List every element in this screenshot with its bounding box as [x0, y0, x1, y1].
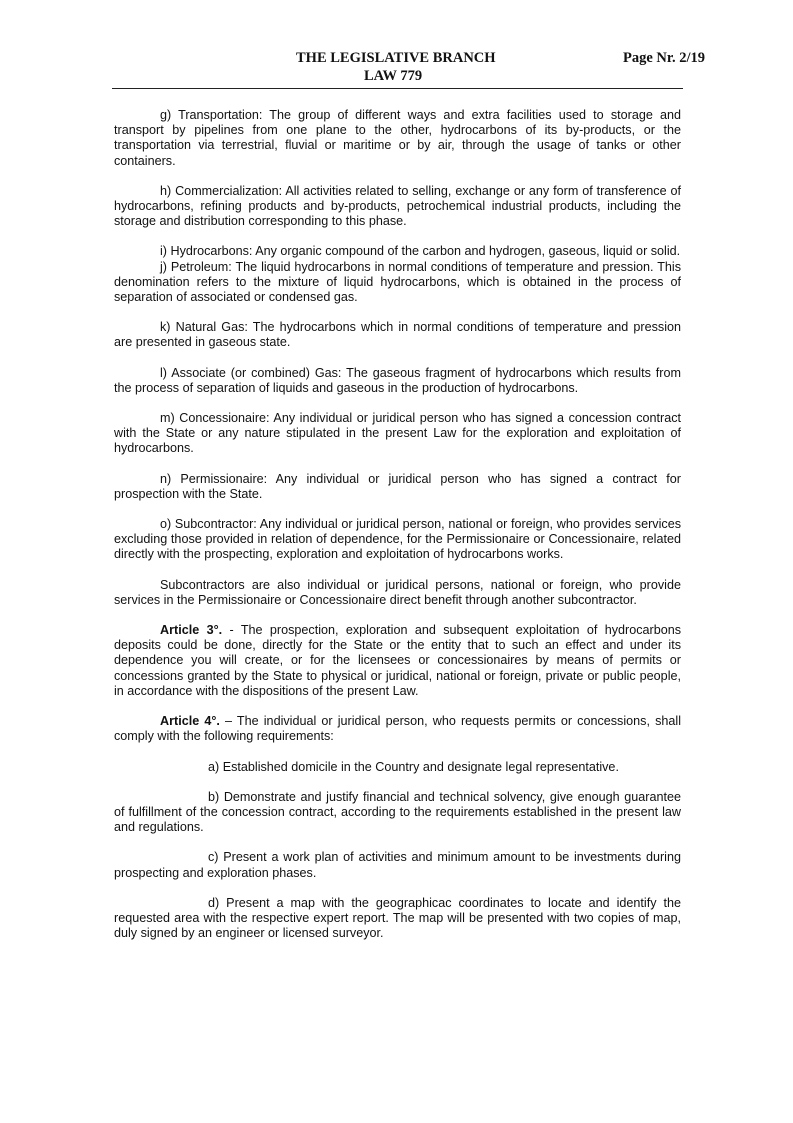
requirement-b: b) Demonstrate and justify financial and technical solvency, give enough guarantee of fulfillment of the concession contract, according to the requirements established in the present law and regulations. [114, 789, 681, 835]
definition-petroleum: j) Petroleum: The liquid hydrocarbons in normal conditions of temperature and pression. This denomination refers to the mixture of liquid hydrocarbons, which is obtained in the process of separation of associated or condensed gas. [114, 259, 681, 305]
requirement-c: c) Present a work plan of activities and minimum amount to be investments during prospecting and exploration phases. [114, 850, 681, 880]
subcontractors-note: Subcontractors are also individual or juridical persons, national or foreign, who provide services in the Permissionaire or Concessionaire direct benefit through another subcontractor. [114, 577, 681, 607]
definition-natural-gas: k) Natural Gas: The hydrocarbons which in normal conditions of temperature and pression are presented in gaseous state. [114, 320, 681, 350]
header-title: THE LEGISLATIVE BRANCH [296, 50, 496, 66]
definition-commercialization: h) Commercialization: All activities related to selling, exchange or any form of transference of hydrocarbons, refining products and by-products, petrochemical industrial products, including the storage and distribution corresponding to this phase. [114, 183, 681, 229]
requirement-d: d) Present a map with the geographicac coordinates to locate and identify the requested area with the respective expert report. The map will be presented with two copies of map, duly signed by an engineer or licensed surveyor. [114, 895, 681, 941]
article-4 [114, 714, 681, 744]
article-3-label: Article 3°. [160, 623, 223, 638]
definition-permissionaire: n) Permissionaire: Any individual or juridical person who has signed a contract for prospection with the State. [114, 471, 681, 501]
requirement-a: a) Established domicile in the Country and designate legal representative. [208, 759, 619, 774]
article-4-label: Article 4°. [160, 714, 220, 729]
definition-concessionaire: m) Concessionaire: Any individual or juridical person who has signed a concession contract with the State or any nature stipulated in the present Law for the exploration and exploitation of hydrocarbons. [114, 411, 681, 456]
article-4-text: – The individual or juridical person, who requests permits or concessions, shall comply with the following requirements: [114, 714, 681, 744]
header-law: LAW 779 [364, 68, 423, 84]
article-3 [114, 623, 681, 699]
definition-subcontractor: o) Subcontractor: Any individual or juridical person, national or foreign, who provides services excluding those provided in relation of dependence, for the Permissionaire or Concessionaire, related directly with the prospecting, exploration and exploitation of hydrocarbons works. [114, 517, 681, 562]
page-number: Page Nr. 2/19 [622, 50, 705, 66]
document-body [114, 108, 681, 941]
article-3-text: - The prospection, exploration and subsequent exploitation of hydrocarbons deposits could be done, directly for the State or the entity that to such an effect and under its dependence you will create, or for the licensees or concessionaires by means of permits or concessions granted by the State to physical or juridical, national or foreign, private or public people, in accordance with the dispositions of the present Law. [114, 623, 682, 698]
definition-hydrocarbons: i) Hydrocarbons: Any organic compound of the carbon and hydrogen, gaseous, liquid or solid. [160, 244, 681, 259]
page-header [112, 48, 705, 89]
definition-transportation: g) Transportation: The group of different ways and extra facilities used to storage and transport by pipelines from one plane to the other, hydrocarbons of its by-products, or the transportation via terrestrial, fluvial or maritime or by air, through the usage of tanks or other containers. [114, 108, 681, 168]
definition-associate-gas: l) Associate (or combined) Gas: The gaseous fragment of hydrocarbons which results from the process of separation of liquids and gaseous in the production of hydrocarbons. [114, 365, 681, 395]
